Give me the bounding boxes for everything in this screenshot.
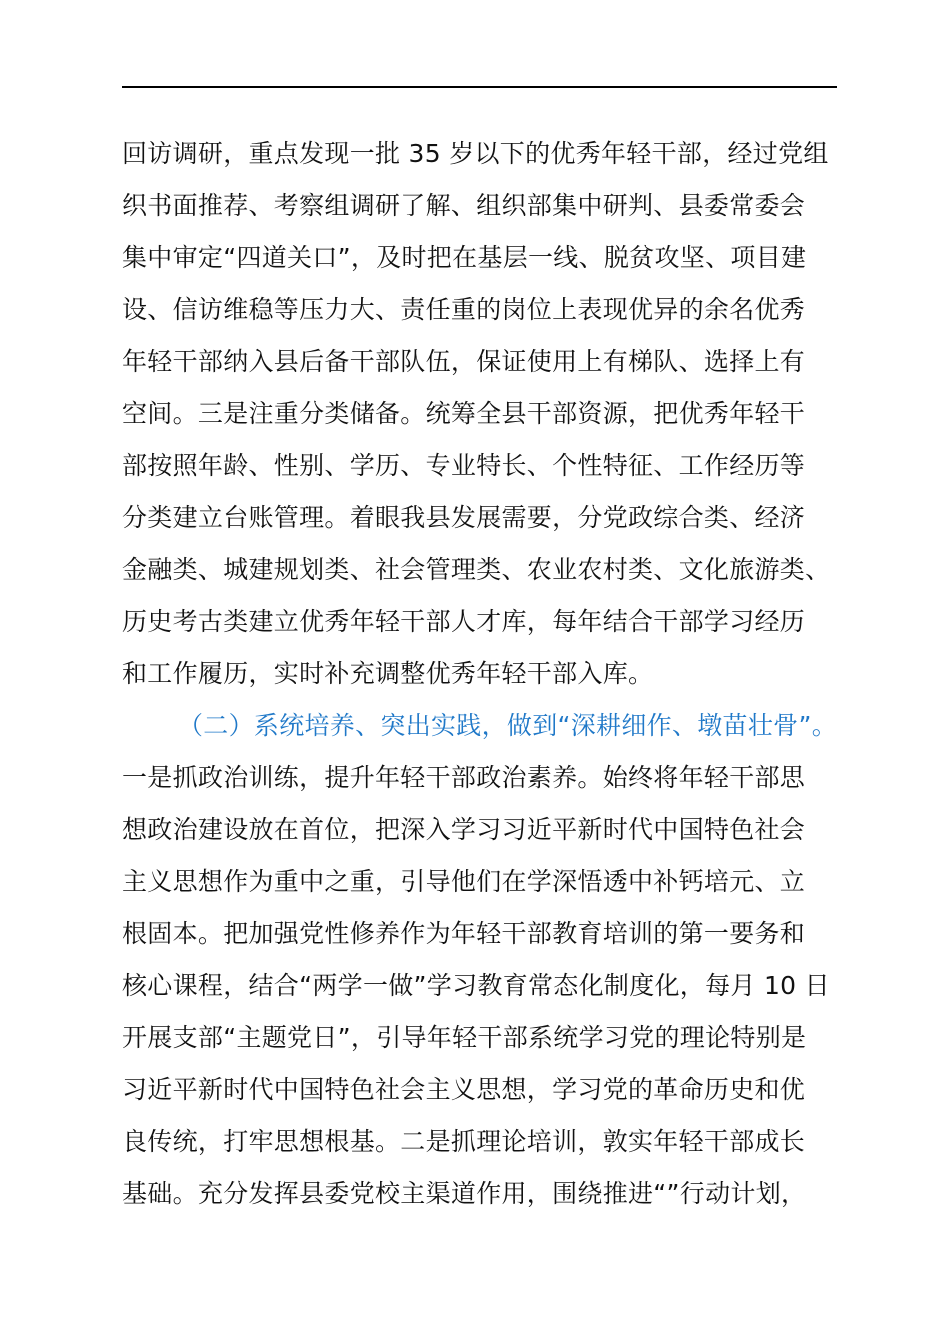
text-line: 历史考古类建立优秀年轻干部人才库，每年结合干部学习经历 — [122, 607, 806, 636]
text-line: 和工作履历，实时补充调整优秀年轻干部入库。 — [122, 659, 654, 688]
text-line: 部按照年龄、性别、学历、专业特长、个性特征、工作经历等 — [122, 451, 806, 480]
text-line: 想政治建设放在首位，把深入学习习近平新时代中国特色社会 — [122, 815, 806, 844]
text-line: 主义思想作为重中之重，引导他们在学深悟透中补钙培元、立 — [122, 867, 806, 896]
text-line: 集中审定“四道关口”，及时把在基层一线、脱贫攻坚、项目建 — [122, 243, 807, 272]
text-line: 习近平新时代中国特色社会主义思想，学习党的革命历史和优 — [122, 1075, 806, 1104]
section-heading: （二）系统培养、突出实践，做到“深耕细作、墩苗壮骨”。 — [178, 711, 838, 740]
text-line: 良传统，打牢思想根基。二是抓理论培训，敦实年轻干部成长 — [122, 1127, 806, 1156]
text-line: 核心课程，结合“两学一做”学习教育常态化制度化，每月 10 日 — [122, 971, 830, 1000]
text-line: 回访调研，重点发现一批 35 岁以下的优秀年轻干部，经过党组 — [122, 139, 829, 168]
text-line: 基础。充分发挥县委党校主渠道作用，围绕推进“”行动计划， — [122, 1179, 807, 1208]
text-line: 金融类、城建规划类、社会管理类、农业农村类、文化旅游类、 — [122, 555, 831, 584]
text-line: 空间。三是注重分类储备。统筹全县干部资源，把优秀年轻干 — [122, 399, 806, 428]
text-line: 分类建立台账管理。着眼我县发展需要，分党政综合类、经济 — [122, 503, 806, 532]
text-line: 设、信访维稳等压力大、责任重的岗位上表现优异的余名优秀 — [122, 295, 806, 324]
text-line: 根固本。把加强党性修养作为年轻干部教育培训的第一要务和 — [122, 919, 806, 948]
header-rule — [122, 86, 837, 88]
text-line: 一是抓政治训练，提升年轻干部政治素养。始终将年轻干部思 — [122, 763, 806, 792]
text-line: 织书面推荐、考察组调研了解、组织部集中研判、县委常委会 — [122, 191, 806, 220]
text-line: 开展支部“主题党日”，引导年轻干部系统学习党的理论特别是 — [122, 1023, 807, 1052]
text-line: 年轻干部纳入县后备干部队伍，保证使用上有梯队、选择上有 — [122, 347, 806, 376]
